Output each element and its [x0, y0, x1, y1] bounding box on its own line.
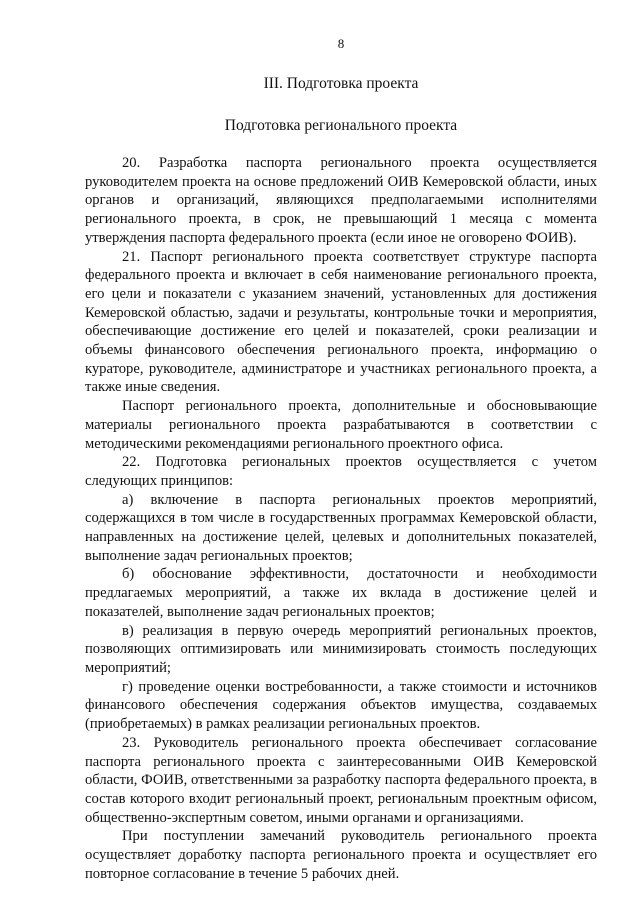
paragraph-21-passport-materials: Паспорт регионального проекта, дополнительные и обосновывающие материалы регионального проекта разрабатываются в соответствии с методическими рекомендациями регионального проектного офиса. — [85, 398, 597, 452]
paragraph-23-remarks: При поступлении замечаний руководитель регионального проекта осуществляет доработку паспорта регионального проекта и осуществляет его повторное согласование в течение 5 рабочих дней. — [85, 828, 597, 882]
document-page — [85, 36, 597, 883]
paragraph-22-item-b: б) обоснование эффективности, достаточности и необходимости предлагаемых мероприятий, а также их вклада в достижение целей и показателей, выполнение задач региональных проектов; — [85, 566, 597, 620]
section-title: III. Подготовка проекта — [263, 75, 419, 92]
paragraph-23: 23. Руководитель регионального проекта обеспечивает согласование паспорта регионального проекта с заинтересованными ОИВ Кемеровской области, ФОИВ, ответственными за разработку паспорта федерального проекта, в состав которого входит региональный проект, региональным проектным офисом, общественно-экспертным советом, иными органами и организациями. — [85, 734, 597, 826]
paragraph-21: 21. Паспорт регионального проекта соответствует структуре паспорта федерального проекта и включает в себя наименование регионального проекта, его цели и показатели с указанием значений, установленных для достижения Кемеровской областью, задачи и результаты, контрольные точки и мероприятия, обеспечивающие достижение его целей и показателей, сроки реализации и объемы финансового обеспечения регионального проекта, информацию о кураторе, руководителе, администраторе и участниках регионального проекта, а также иные сведения. — [85, 248, 597, 396]
subsection-title: Подготовка регионального проекта — [224, 117, 458, 134]
paragraph-20: 20. Разработка паспорта регионального проекта осуществляется руководителем проекта на основе предложений ОИВ Кемеровской области, иных органов и организаций, являющихся предполагаемыми исполнителями регионального проекта, в срок, не превышающий 1 месяца с момента утверждения паспорта федерального проекта (если иное не оговорено ФОИВ). — [85, 155, 597, 246]
paragraph-22-item-d: г) проведение оценки востребованности, а также стоимости и источников финансового обеспечения содержания объектов имущества, создаваемых (приобретаемых) в рамках реализации региональных проектов. — [85, 678, 597, 733]
paragraph-22-item-a: а) включение в паспорта региональных проектов мероприятий, содержащихся в том числе в государственных программах Кемеровской области, направленных на достижение целей, целевых и дополнительных показателей, выполнение задач региональных проектов; — [85, 491, 597, 564]
page-number: 8 — [337, 36, 345, 51]
paragraph-22: 22. Подготовка региональных проектов осуществляется с учетом следующих принципов: — [85, 454, 597, 489]
paragraph-22-item-c: в) реализация в первую очередь мероприятий региональных проектов, позволяющих оптимизировать или минимизировать стоимость последующих мероприятий; — [85, 622, 597, 676]
